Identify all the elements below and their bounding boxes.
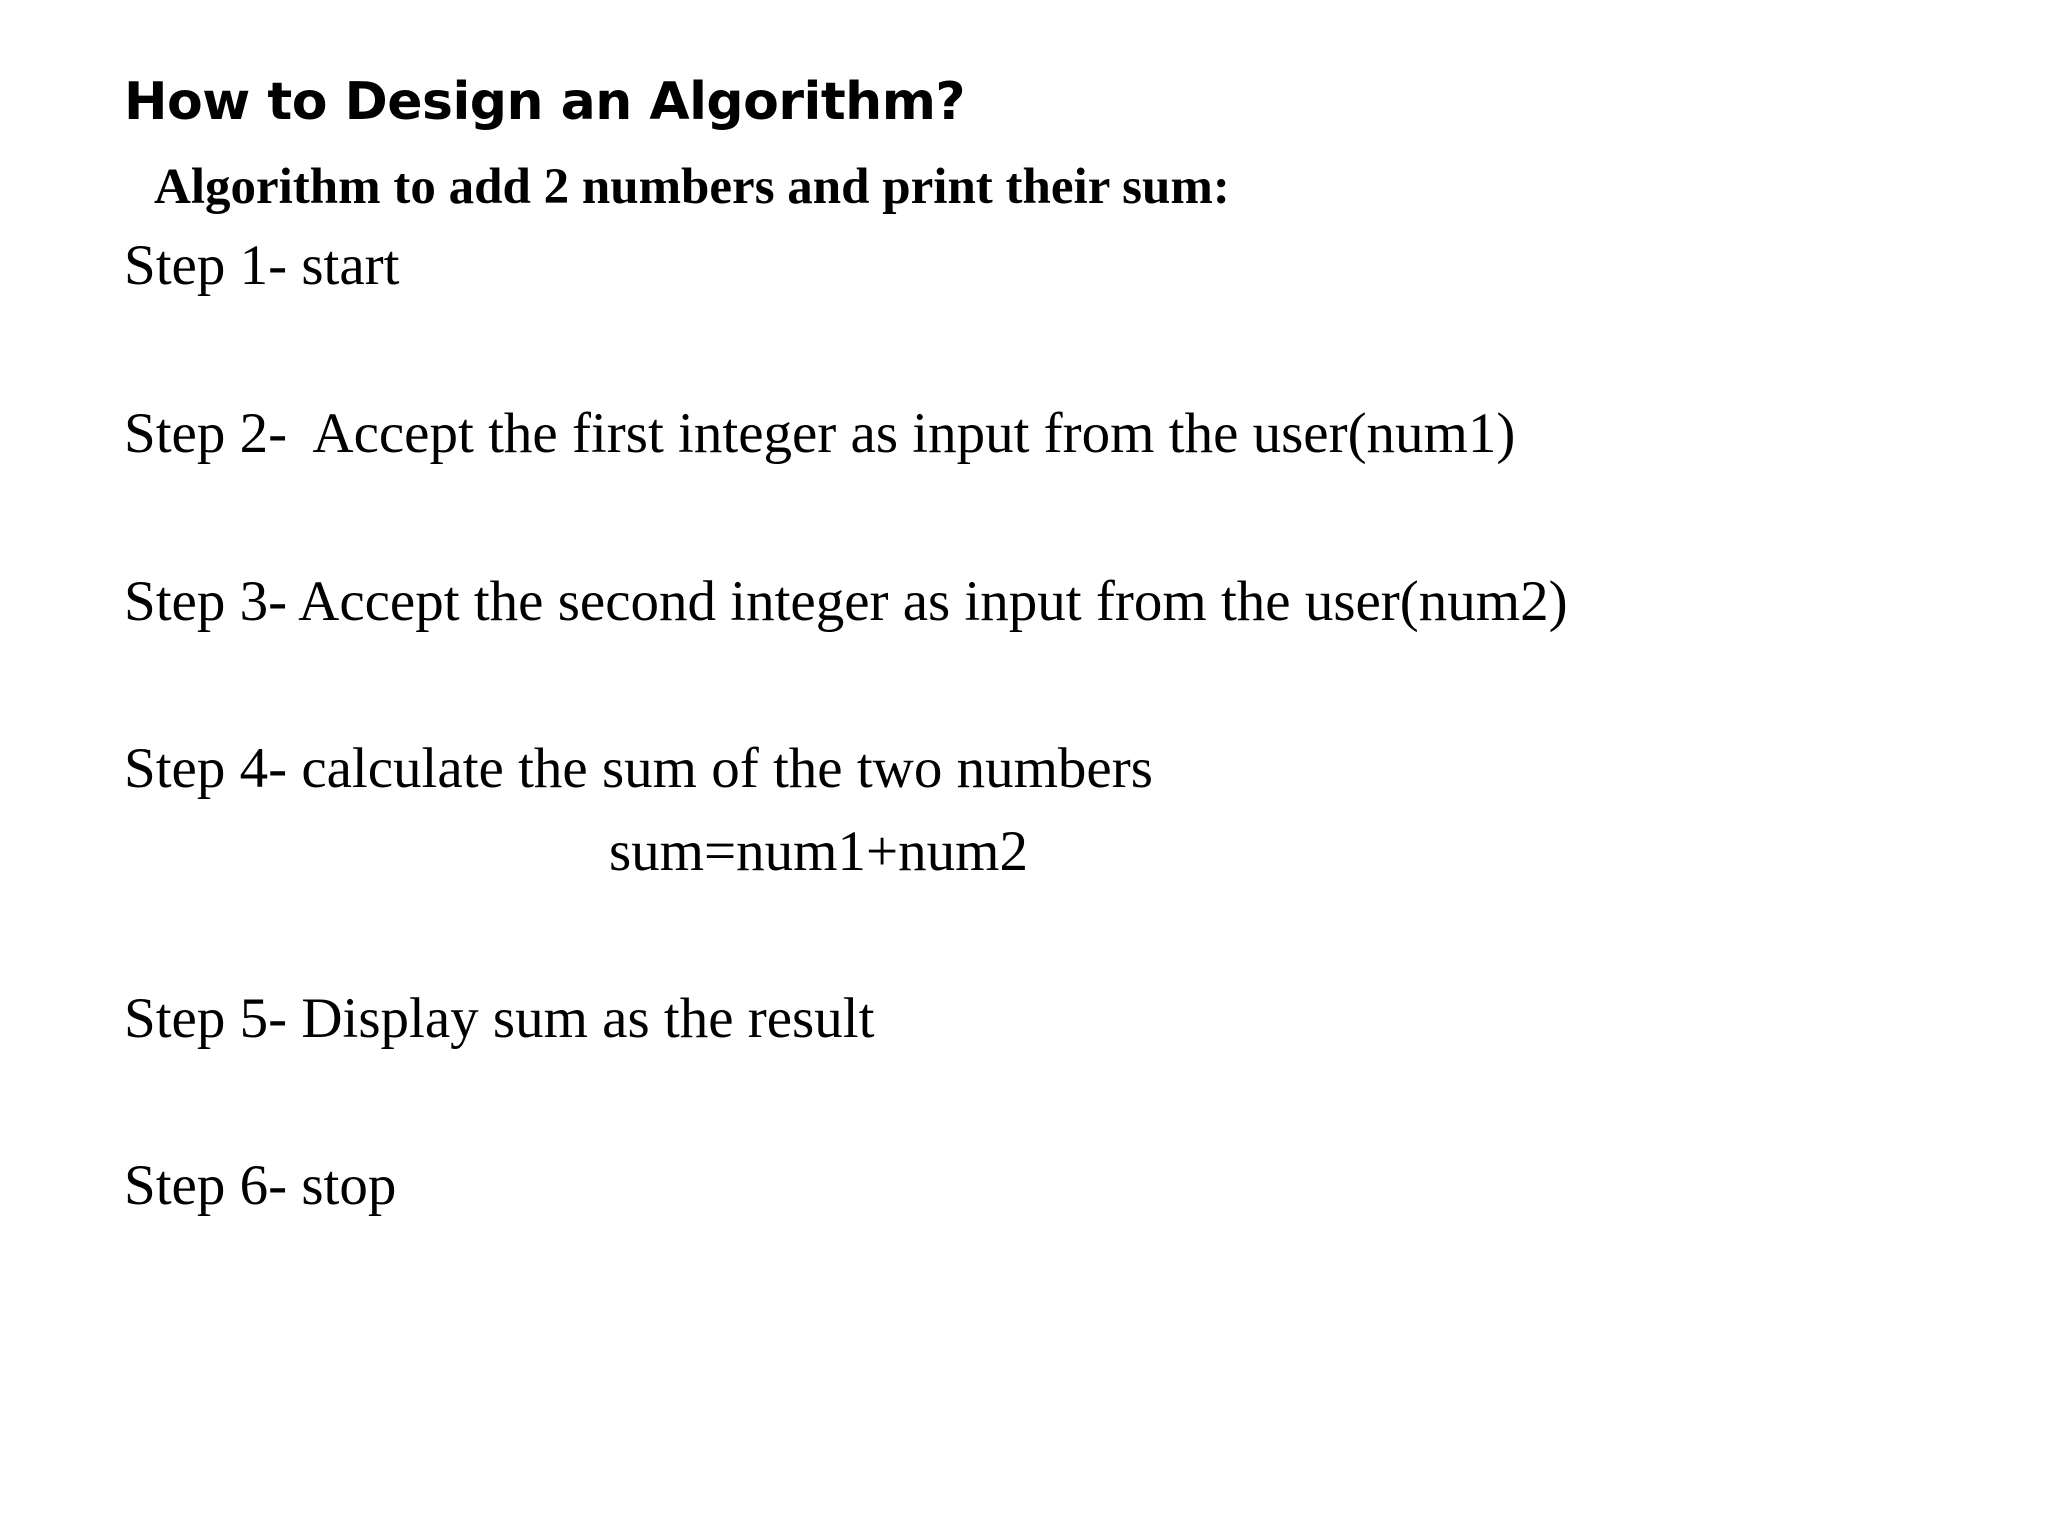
slide-subtitle: Algorithm to add 2 numbers and print their sum: bbox=[154, 159, 1230, 215]
step-1: Step 1- start bbox=[124, 234, 400, 297]
sum-formula: sum=num1+num2 bbox=[609, 820, 1028, 883]
slide-title: How to Design an Algorithm? bbox=[124, 72, 966, 132]
step-6: Step 6- stop bbox=[124, 1154, 397, 1217]
step-4: Step 4- calculate the sum of the two numbers bbox=[124, 737, 1153, 800]
step-5: Step 5- Display sum as the result bbox=[124, 987, 875, 1050]
step-2: Step 2- Accept the first integer as input from the user(num1) bbox=[124, 402, 1516, 465]
step-3: Step 3- Accept the second integer as input from the user(num2) bbox=[124, 570, 1568, 633]
